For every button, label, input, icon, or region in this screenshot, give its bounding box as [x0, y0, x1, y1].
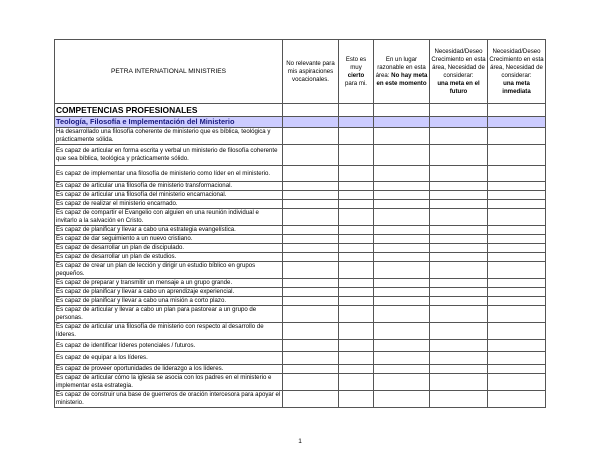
rating-cell[interactable] [374, 340, 430, 352]
header-very-true [339, 40, 374, 104]
rating-cell[interactable] [488, 200, 546, 209]
rating-cell[interactable] [339, 297, 374, 306]
table-row [55, 166, 546, 182]
rating-cell[interactable] [283, 279, 339, 288]
header-immediate-goal-a: Necesidad/Deseo Crecimiento en esta área, Necesidad de considerar: [489, 47, 544, 79]
rating-cell[interactable] [430, 166, 488, 182]
rating-cell[interactable] [488, 262, 546, 279]
org-title: PETRA INTERNATIONAL MINISTRIES [55, 40, 283, 104]
competency-text: Es capaz de articular una filosofía de ministerio con respecto al desarrollo de líderes. [55, 323, 283, 340]
rating-cell[interactable] [488, 209, 546, 226]
rating-cell[interactable] [339, 352, 374, 365]
rating-cell[interactable] [430, 365, 488, 374]
rating-cell[interactable] [430, 209, 488, 226]
competency-text: Es capaz de articular cómo la iglesia se asocia con los padres en el ministerio e implementar esta estrategia. [55, 374, 283, 391]
rating-cell[interactable] [374, 244, 430, 253]
rating-cell[interactable] [430, 323, 488, 340]
rating-cell[interactable] [488, 352, 546, 365]
rating-cell[interactable] [374, 323, 430, 340]
rating-cell[interactable] [283, 323, 339, 340]
rating-cell[interactable] [283, 391, 339, 408]
rating-cell[interactable] [374, 235, 430, 244]
rating-cell[interactable] [374, 297, 430, 306]
rating-cell[interactable] [374, 226, 430, 235]
rating-cell[interactable] [430, 191, 488, 200]
rating-cell[interactable] [430, 391, 488, 408]
header-reasonable [374, 40, 430, 104]
rating-cell[interactable] [488, 288, 546, 297]
header-row [55, 40, 546, 104]
table-row [55, 262, 546, 279]
competency-text: Es capaz de crear un plan de lección y dirigir un estudio bíblico en grupos pequeños. [55, 262, 283, 279]
header-future-goal-b: una meta en el futuro [437, 79, 480, 95]
rating-cell[interactable] [339, 166, 374, 182]
rating-cell[interactable] [283, 244, 339, 253]
rating-cell[interactable] [488, 323, 546, 340]
rating-cell[interactable] [430, 262, 488, 279]
subsection-row [55, 117, 546, 128]
header-very-true-b: cierto [347, 71, 365, 79]
rating-cell[interactable] [339, 128, 374, 145]
rating-cell[interactable] [374, 209, 430, 226]
rating-cell[interactable] [488, 253, 546, 262]
competency-text: Es capaz de articular una filosofía del ministerio encarnacional. [55, 191, 283, 200]
rating-cell[interactable] [283, 209, 339, 226]
rating-cell[interactable] [430, 253, 488, 262]
rating-cell[interactable] [374, 288, 430, 297]
rating-cell[interactable] [430, 235, 488, 244]
rating-cell[interactable] [374, 145, 430, 166]
header-not-relevant: No relevante para mis aspiraciones vocacionales. [283, 40, 339, 104]
table-row [55, 209, 546, 226]
rating-cell[interactable] [488, 145, 546, 166]
empty-cell [374, 104, 430, 117]
rating-cell[interactable] [374, 352, 430, 365]
table-row [55, 279, 546, 288]
competency-text: Es capaz de desarrollar un plan de discipulado. [55, 244, 283, 253]
rating-cell[interactable] [374, 253, 430, 262]
rating-cell[interactable] [339, 200, 374, 209]
rating-cell[interactable] [374, 374, 430, 391]
rating-cell[interactable] [339, 244, 374, 253]
table-row [55, 306, 546, 323]
table-row [55, 352, 546, 365]
rating-cell[interactable] [374, 182, 430, 191]
rating-cell[interactable] [430, 306, 488, 323]
rating-cell[interactable] [339, 145, 374, 166]
competency-text: Es capaz de planificar y llevar a cabo una estrategia evangelística. [55, 226, 283, 235]
assessment-table [54, 39, 546, 408]
rating-cell[interactable] [339, 182, 374, 191]
rating-cell[interactable] [430, 340, 488, 352]
competency-text: Es capaz de articular en forma escrita y verbal un ministerio de filosofía coherente que sea bíblica, teológica y prácticamente sólido. [55, 145, 283, 166]
rating-cell[interactable] [374, 166, 430, 182]
rating-cell[interactable] [488, 374, 546, 391]
rating-cell[interactable] [283, 145, 339, 166]
rating-cell[interactable] [374, 191, 430, 200]
table-row [55, 297, 546, 306]
rating-cell[interactable] [374, 391, 430, 408]
competency-text: Es capaz de desarrollar un plan de estudios. [55, 253, 283, 262]
rating-cell[interactable] [488, 226, 546, 235]
rating-cell[interactable] [283, 226, 339, 235]
table-row [55, 340, 546, 352]
rating-cell[interactable] [430, 352, 488, 365]
header-immediate-goal-b: una meta inmediata [502, 79, 531, 95]
rating-cell[interactable] [430, 145, 488, 166]
rating-cell[interactable] [488, 128, 546, 145]
rating-cell[interactable] [339, 226, 374, 235]
header-very-true-a: Esto es muy [345, 55, 367, 71]
competency-text: Es capaz de identificar líderes potenciales / futuros. [55, 340, 283, 352]
subsection-title: Teología, Filosofía e Implementación del Ministerio [55, 117, 283, 128]
rating-cell[interactable] [430, 297, 488, 306]
rating-cell[interactable] [339, 391, 374, 408]
empty-cell [430, 117, 488, 128]
rating-cell[interactable] [283, 297, 339, 306]
rating-cell[interactable] [374, 279, 430, 288]
table-row [55, 288, 546, 297]
table-row [55, 244, 546, 253]
rating-cell[interactable] [283, 288, 339, 297]
rating-cell[interactable] [339, 279, 374, 288]
rating-cell[interactable] [283, 182, 339, 191]
rating-cell[interactable] [339, 365, 374, 374]
competency-text: Es capaz de dar seguimiento a un nuevo cristiano. [55, 235, 283, 244]
rating-cell[interactable] [488, 235, 546, 244]
header-very-true-c: para mi. [344, 79, 367, 87]
section-title: COMPETENCIAS PROFESIONALES [55, 104, 283, 117]
rating-cell[interactable] [283, 262, 339, 279]
table-row [55, 226, 546, 235]
rating-cell[interactable] [430, 200, 488, 209]
table-row [55, 145, 546, 166]
rating-cell[interactable] [339, 253, 374, 262]
rating-cell[interactable] [430, 288, 488, 297]
rating-cell[interactable] [488, 297, 546, 306]
rating-cell[interactable] [283, 191, 339, 200]
competency-text: Es capaz de equipar a los líderes. [55, 352, 283, 365]
competency-text: Es capaz de compartir el Evangelio con alguien en una reunión individual e invitarlo a la salvación en Cristo. [55, 209, 283, 226]
competency-text: Es capaz de construir una base de guerreros de oración intercesora para apoyar el ministerio. [55, 391, 283, 408]
rating-cell[interactable] [339, 323, 374, 340]
rating-cell[interactable] [339, 306, 374, 323]
competency-text: Es capaz de articular una filosofía de ministerio transformacional. [55, 182, 283, 191]
rating-cell[interactable] [283, 128, 339, 145]
rating-cell[interactable] [339, 235, 374, 244]
rating-cell[interactable] [339, 340, 374, 352]
table-row [55, 182, 546, 191]
table-row [55, 323, 546, 340]
header-future-goal-a: Necesidad/Deseo Crecimiento en esta área, Necesidad de considerar: [431, 47, 486, 79]
rating-cell[interactable] [374, 200, 430, 209]
empty-cell [430, 104, 488, 117]
empty-cell [374, 117, 430, 128]
rating-cell[interactable] [374, 262, 430, 279]
rating-cell[interactable] [283, 352, 339, 365]
rating-cell[interactable] [488, 191, 546, 200]
empty-cell [283, 104, 339, 117]
rating-cell[interactable] [339, 209, 374, 226]
rating-cell[interactable] [339, 191, 374, 200]
header-reasonable-b: No hay meta en este momento [376, 71, 428, 87]
rating-cell[interactable] [430, 279, 488, 288]
rating-cell[interactable] [488, 244, 546, 253]
table-row [55, 235, 546, 244]
header-reasonable-a: En un lugar razonable en esta área: [375, 55, 426, 79]
rating-cell[interactable] [488, 182, 546, 191]
rating-cell[interactable] [488, 166, 546, 182]
rating-cell[interactable] [283, 306, 339, 323]
rating-cell[interactable] [430, 182, 488, 191]
competency-text: Es capaz de implementar una filosofía de ministerio como líder en el ministerio. [55, 166, 283, 182]
section-row [55, 104, 546, 117]
rating-cell[interactable] [488, 340, 546, 352]
rating-cell[interactable] [430, 226, 488, 235]
rating-cell[interactable] [283, 166, 339, 182]
rating-cell[interactable] [488, 279, 546, 288]
rating-cell[interactable] [374, 365, 430, 374]
rating-cell[interactable] [283, 374, 339, 391]
table-row [55, 365, 546, 374]
competency-text: Es capaz de planificar y llevar a cabo un aprendizaje experiencial. [55, 288, 283, 297]
competency-text: Ha desarrollado una filosofía coherente de ministerio que es bíblica, teológica y prácticamente sólida. [55, 128, 283, 145]
table-row [55, 253, 546, 262]
rating-cell[interactable] [283, 253, 339, 262]
rating-cell[interactable] [283, 340, 339, 352]
rating-cell[interactable] [374, 128, 430, 145]
competency-text: Es capaz de planificar y llevar a cabo una misión a corto plazo. [55, 297, 283, 306]
rating-cell[interactable] [339, 288, 374, 297]
header-immediate-goal [488, 40, 546, 104]
rating-cell[interactable] [488, 391, 546, 408]
rating-cell[interactable] [339, 374, 374, 391]
rating-cell[interactable] [488, 306, 546, 323]
rating-cell[interactable] [430, 374, 488, 391]
header-future-goal [430, 40, 488, 104]
table-row [55, 191, 546, 200]
items-body [55, 128, 546, 408]
rating-cell[interactable] [430, 244, 488, 253]
empty-cell [283, 117, 339, 128]
competency-text: Es capaz de preparar y transmitir un mensaje a un grupo grande. [55, 279, 283, 288]
competency-text: Es capaz de articular y llevar a cabo un plan para pastorear a un grupo de personas. [55, 306, 283, 323]
empty-cell [488, 117, 546, 128]
rating-cell[interactable] [430, 128, 488, 145]
empty-cell [339, 117, 374, 128]
rating-cell[interactable] [283, 235, 339, 244]
competency-text: Es capaz de proveer oportunidades de liderazgo a los líderes. [55, 365, 283, 374]
table-row [55, 391, 546, 408]
rating-cell[interactable] [283, 365, 339, 374]
page-number: 1 [298, 438, 302, 445]
empty-cell [488, 104, 546, 117]
rating-cell[interactable] [339, 262, 374, 279]
rating-cell[interactable] [374, 306, 430, 323]
rating-cell[interactable] [283, 200, 339, 209]
empty-cell [339, 104, 374, 117]
table-row [55, 374, 546, 391]
table-row [55, 200, 546, 209]
table-row [55, 128, 546, 145]
competency-text: Es capaz de realizar el ministerio encarnado. [55, 200, 283, 209]
rating-cell[interactable] [488, 365, 546, 374]
